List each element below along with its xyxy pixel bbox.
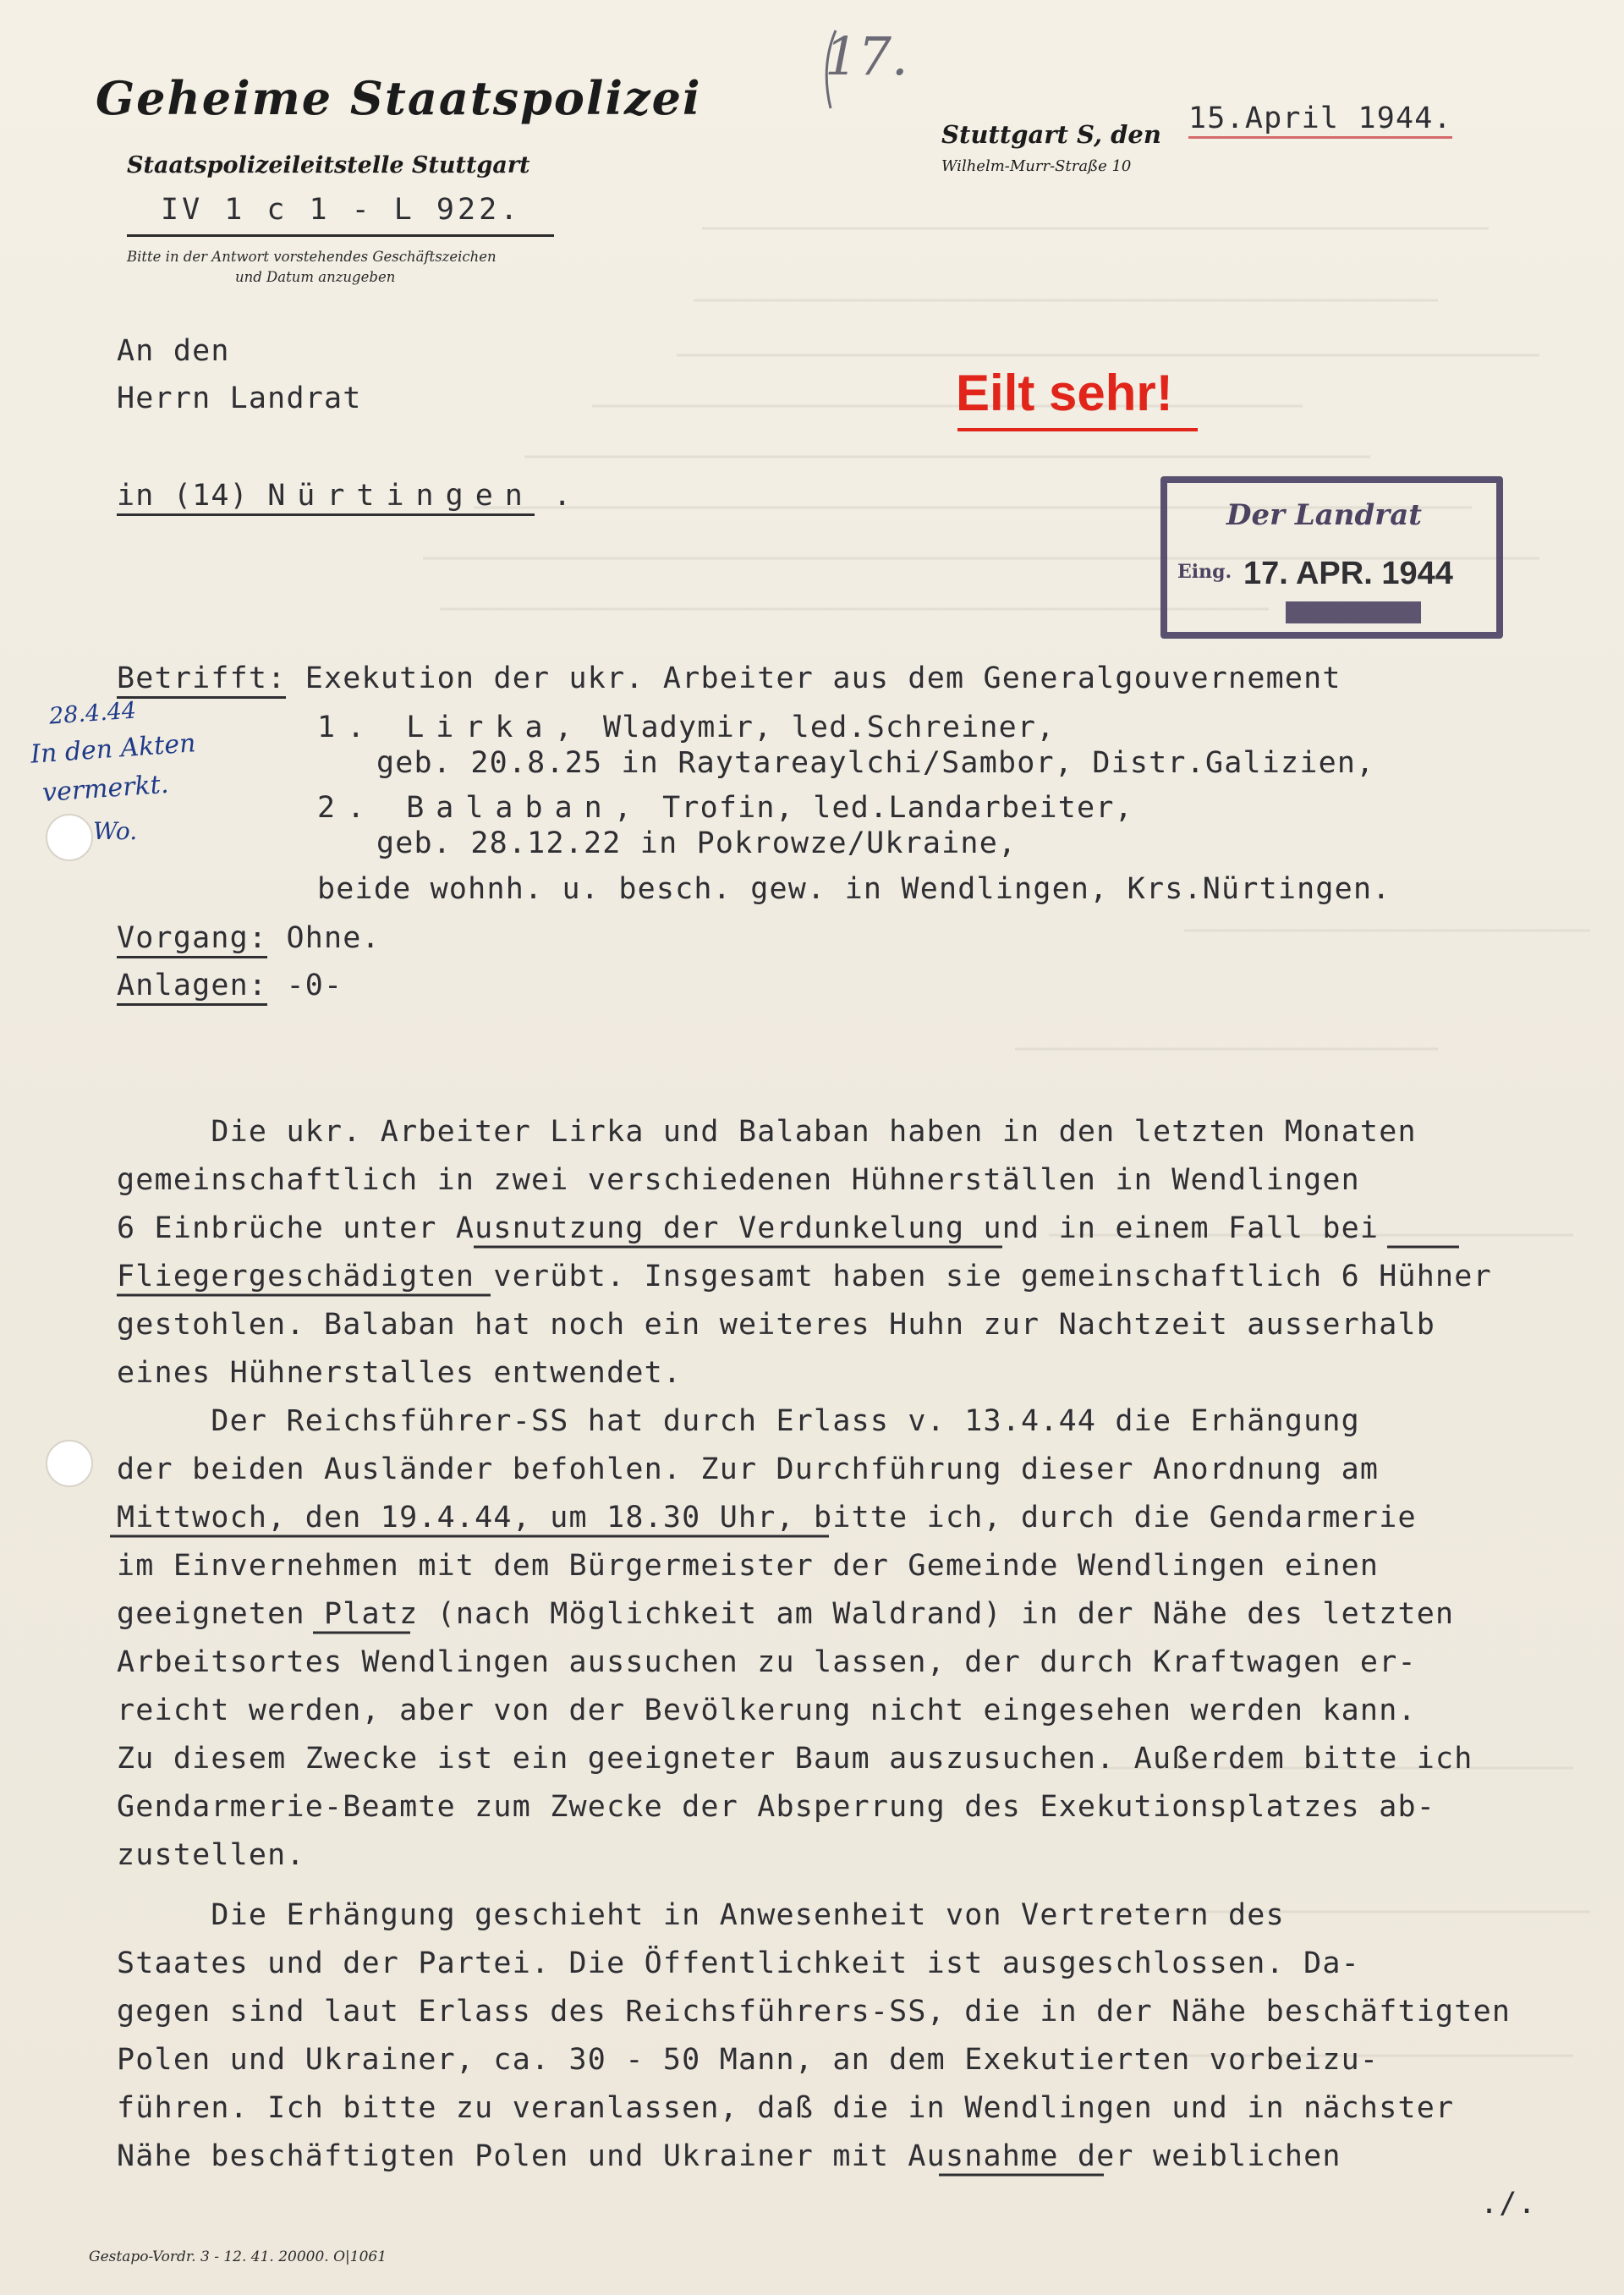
residence-line: beide wohnh. u. besch. gew. in Wendlingen, Krs.Nürtingen. [317,872,1391,906]
body-line-12: Arbeitsortes Wendlingen aussuchen zu lassen, der durch Kraftwagen er- [117,1645,1417,1679]
received-stamp-date: 17. APR. 1944 [1243,556,1453,591]
body-line-20: Polen und Ukrainer, ca. 30 - 50 Mann, an dem Exekutierten vorbeizu- [117,2043,1380,2077]
vorgang-line: Vorgang: Ohne. [117,921,381,955]
body-line-11: geeigneten Platz (nach Möglichkeit am Waldrand) in der Nähe des letzten [117,1597,1455,1631]
letter-date: 15.April 1944. [1188,102,1452,135]
body-line-7: Der Reichsführer-SS hat durch Erlass v. 13.4.44 die Erhängung [117,1404,1360,1438]
handwritten-initials: Wo. [93,817,138,845]
person-1-line: 1. Lirka, Wladymir, led.Schreiner, [317,711,1056,744]
body-line-8: der beiden Ausländer befohlen. Zur Durchführung dieser Anordnung am [117,1452,1380,1486]
urgent-stamp: Eilt sehr! [956,365,1173,421]
body-line-22: Nähe beschäftigten Polen und Ukrainer mit Ausnahme der weiblichen [117,2139,1341,2173]
recipient-line-2: Herrn Landrat [117,382,362,415]
recipient-line-1: An den [117,334,230,368]
agency-name: Geheime Staatspolizei [96,71,702,125]
person-2-line: 2. Balaban, Trofin, led.Landarbeiter, [317,791,1133,825]
body-line-16: zustellen. [117,1838,305,1872]
body-line-1: Die ukr. Arbeiter Lirka und Balaban haben in den letzten Monaten [117,1115,1417,1149]
continuation-mark: ./. [1480,2187,1537,2221]
received-stamp-title: Der Landrat [1226,498,1422,532]
body-line-2: gemeinschaftlich in zwei verschiedenen Hühnerställen in Wendlingen [117,1163,1360,1197]
body-line-21: führen. Ich bitte zu veranlassen, daß die in Wendlingen und in nächster [117,2091,1455,2125]
body-line-15: Gendarmerie-Beamte zum Zwecke der Absperrung des Exekutionsplatzes ab- [117,1790,1436,1824]
reference-note: Bitte in der Antwort vorstehendes Geschäftszeichen [127,249,497,265]
body-line-19: gegen sind laut Erlass des Reichsführers-SS, die in der Nähe beschäftigten [117,1995,1512,2029]
person-2-birth: geb. 28.12.22 in Pokrowze/Ukraine, [376,826,1018,860]
reference-note-2: und Datum anzugeben [235,269,396,285]
street-address: Wilhelm-Murr-Straße 10 [941,157,1132,175]
body-line-3: 6 Einbrüche unter Ausnutzung der Verdunkelung und in einem Fall bei [117,1211,1380,1245]
received-stamp-prefix: Eing. [1177,561,1232,583]
body-line-5: gestohlen. Balaban hat noch ein weiteres Huhn zur Nachtzeit ausserhalb [117,1308,1436,1342]
office-name: Staatspolizeileitstelle Stuttgart [127,152,530,178]
handwritten-date: 28.4.44 [48,697,138,730]
body-line-10: im Einvernehmen mit dem Bürgermeister der Gemeinde Wendlingen einen [117,1549,1380,1583]
anlagen-line: Anlagen: -0- [117,969,343,1002]
page-mark: 17. [825,25,908,87]
handwritten-note-line-3: vermerkt. [41,769,170,809]
body-line-13: reicht werden, aber von der Bevölkerung nicht eingesehen werden kann. [117,1694,1417,1727]
subject-line: Betrifft: Exekution der ukr. Arbeiter aus dem Generalgouvernement [117,662,1341,695]
body-line-18: Staates und der Partei. Die Öffentlichkeit ist ausgeschlossen. Da- [117,1946,1360,1980]
recipient-city-line: in (14) Nürtingen . [117,479,572,513]
body-line-9: Mittwoch, den 19.4.44, um 18.30 Uhr, bitte ich, durch die Gendarmerie [117,1501,1417,1535]
body-line-17: Die Erhängung geschieht in Anwesenheit von Vertretern des [117,1898,1285,1932]
reference-number: IV 1 c 1 - L 922. [161,193,522,227]
body-line-6: eines Hühnerstalles entwendet. [117,1356,683,1390]
handwritten-note-line-2: In den Akten [30,728,197,770]
form-footer: Gestapo-Vordr. 3 - 12. 41. 20000. O|1061 [89,2248,387,2265]
person-1-birth: geb. 20.8.25 in Raytareaylchi/Sambor, Distr.Galizien, [376,746,1375,780]
body-line-14: Zu diesem Zwecke ist ein geeigneter Baum auszusuchen. Außerdem bitte ich [117,1742,1473,1776]
city-line: Stuttgart S, den [941,120,1161,149]
body-line-4: Fliegergeschädigten verübt. Insgesamt haben sie gemeinschaftlich 6 Hühner [117,1260,1492,1293]
